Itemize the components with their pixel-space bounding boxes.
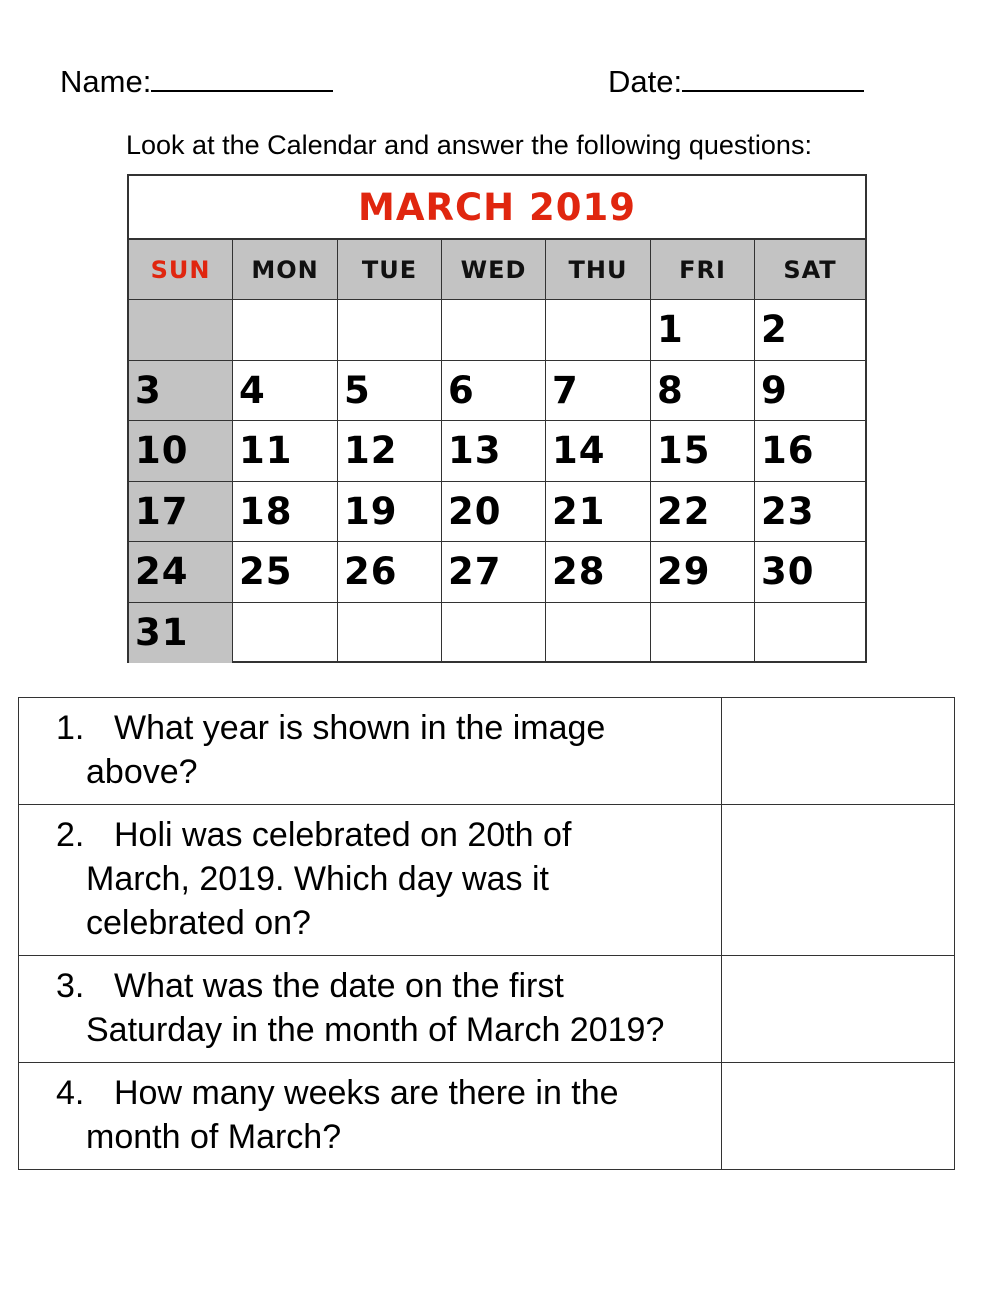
question-line: What year is shown in the image xyxy=(114,709,606,747)
question-text-cell xyxy=(19,1063,722,1170)
answer-cell[interactable] xyxy=(721,805,954,956)
calendar-day-cell: 12 xyxy=(338,421,442,482)
calendar-day-cell: 10 xyxy=(129,421,233,482)
calendar-title: MARCH 2019 xyxy=(129,176,865,240)
name-label: Name: xyxy=(60,64,152,99)
calendar-empty-cell xyxy=(338,603,442,664)
question-text-cell xyxy=(19,956,722,1063)
question-number: 2. xyxy=(56,816,85,854)
weekday-header-sat: SAT xyxy=(755,240,865,300)
calendar-grid xyxy=(129,240,865,663)
calendar-day-cell: 7 xyxy=(546,361,651,422)
questions-table xyxy=(18,697,955,1170)
calendar-day-cell: 25 xyxy=(233,542,338,603)
question-row xyxy=(19,956,955,1063)
instruction-text: Look at the Calendar and answer the following questions: xyxy=(126,130,812,160)
calendar-day-cell: 16 xyxy=(755,421,865,482)
calendar-day-cell: 11 xyxy=(233,421,338,482)
question-line: above? xyxy=(86,753,198,791)
question-first-line xyxy=(56,813,711,857)
calendar-day-cell: 15 xyxy=(651,421,755,482)
question-line: March, 2019. Which day was it xyxy=(86,860,549,898)
calendar-day-cell: 2 xyxy=(755,300,865,361)
calendar xyxy=(127,174,867,663)
calendar-day-cell: 8 xyxy=(651,361,755,422)
date-field[interactable] xyxy=(608,60,864,100)
calendar-day-cell: 21 xyxy=(546,482,651,543)
question-first-line xyxy=(56,964,711,1008)
calendar-day-cell: 31 xyxy=(129,603,233,664)
calendar-day-cell: 5 xyxy=(338,361,442,422)
calendar-empty-cell xyxy=(338,300,442,361)
question-row xyxy=(19,1063,955,1170)
calendar-day-cell: 26 xyxy=(338,542,442,603)
calendar-day-cell: 28 xyxy=(546,542,651,603)
answer-cell[interactable] xyxy=(721,1063,954,1170)
calendar-empty-cell xyxy=(233,300,338,361)
question-line: month of March? xyxy=(86,1118,342,1156)
weekday-header-wed: WED xyxy=(442,240,546,300)
question-line: celebrated on? xyxy=(86,904,311,942)
calendar-day-cell: 29 xyxy=(651,542,755,603)
calendar-empty-cell xyxy=(442,300,546,361)
calendar-day-cell: 19 xyxy=(338,482,442,543)
question-number: 1. xyxy=(56,709,85,747)
question-first-line xyxy=(56,706,711,750)
question-line: Holi was celebrated on 20th of xyxy=(114,816,572,854)
calendar-day-cell: 17 xyxy=(129,482,233,543)
weekday-header-tue: TUE xyxy=(338,240,442,300)
question-line: What was the date on the first xyxy=(114,967,564,1005)
question-row xyxy=(19,805,955,956)
question-first-line xyxy=(56,1071,711,1115)
calendar-day-cell: 4 xyxy=(233,361,338,422)
question-row xyxy=(19,698,955,805)
calendar-day-cell: 27 xyxy=(442,542,546,603)
calendar-day-cell: 6 xyxy=(442,361,546,422)
calendar-day-cell: 13 xyxy=(442,421,546,482)
weekday-header-fri: FRI xyxy=(651,240,755,300)
question-text-cell xyxy=(19,698,722,805)
calendar-day-cell: 14 xyxy=(546,421,651,482)
calendar-day-cell: 3 xyxy=(129,361,233,422)
calendar-empty-cell xyxy=(442,603,546,664)
calendar-day-cell: 24 xyxy=(129,542,233,603)
calendar-empty-cell xyxy=(233,603,338,664)
weekday-header-sun: SUN xyxy=(129,240,233,300)
calendar-day-cell: 9 xyxy=(755,361,865,422)
question-number: 4. xyxy=(56,1074,85,1112)
calendar-empty-cell xyxy=(546,603,651,664)
question-number: 3. xyxy=(56,967,85,1005)
calendar-day-cell: 18 xyxy=(233,482,338,543)
question-text-cell xyxy=(19,805,722,956)
question-line: Saturday in the month of March 2019? xyxy=(86,1011,665,1049)
name-field[interactable] xyxy=(60,60,333,100)
calendar-empty-cell xyxy=(755,603,865,664)
weekday-header-thu: THU xyxy=(546,240,651,300)
calendar-empty-cell xyxy=(651,603,755,664)
weekday-header-mon: MON xyxy=(233,240,338,300)
answer-cell[interactable] xyxy=(721,956,954,1063)
calendar-day-cell: 22 xyxy=(651,482,755,543)
question-line: How many weeks are there in the xyxy=(114,1074,619,1112)
calendar-day-cell: 30 xyxy=(755,542,865,603)
calendar-day-cell: 23 xyxy=(755,482,865,543)
calendar-day-cell: 20 xyxy=(442,482,546,543)
date-blank-line[interactable] xyxy=(682,60,864,92)
calendar-day-cell: 1 xyxy=(651,300,755,361)
name-blank-line[interactable] xyxy=(151,60,333,92)
calendar-empty-cell xyxy=(546,300,651,361)
date-label: Date: xyxy=(608,64,683,99)
answer-cell[interactable] xyxy=(721,698,954,805)
calendar-empty-cell xyxy=(129,300,233,361)
